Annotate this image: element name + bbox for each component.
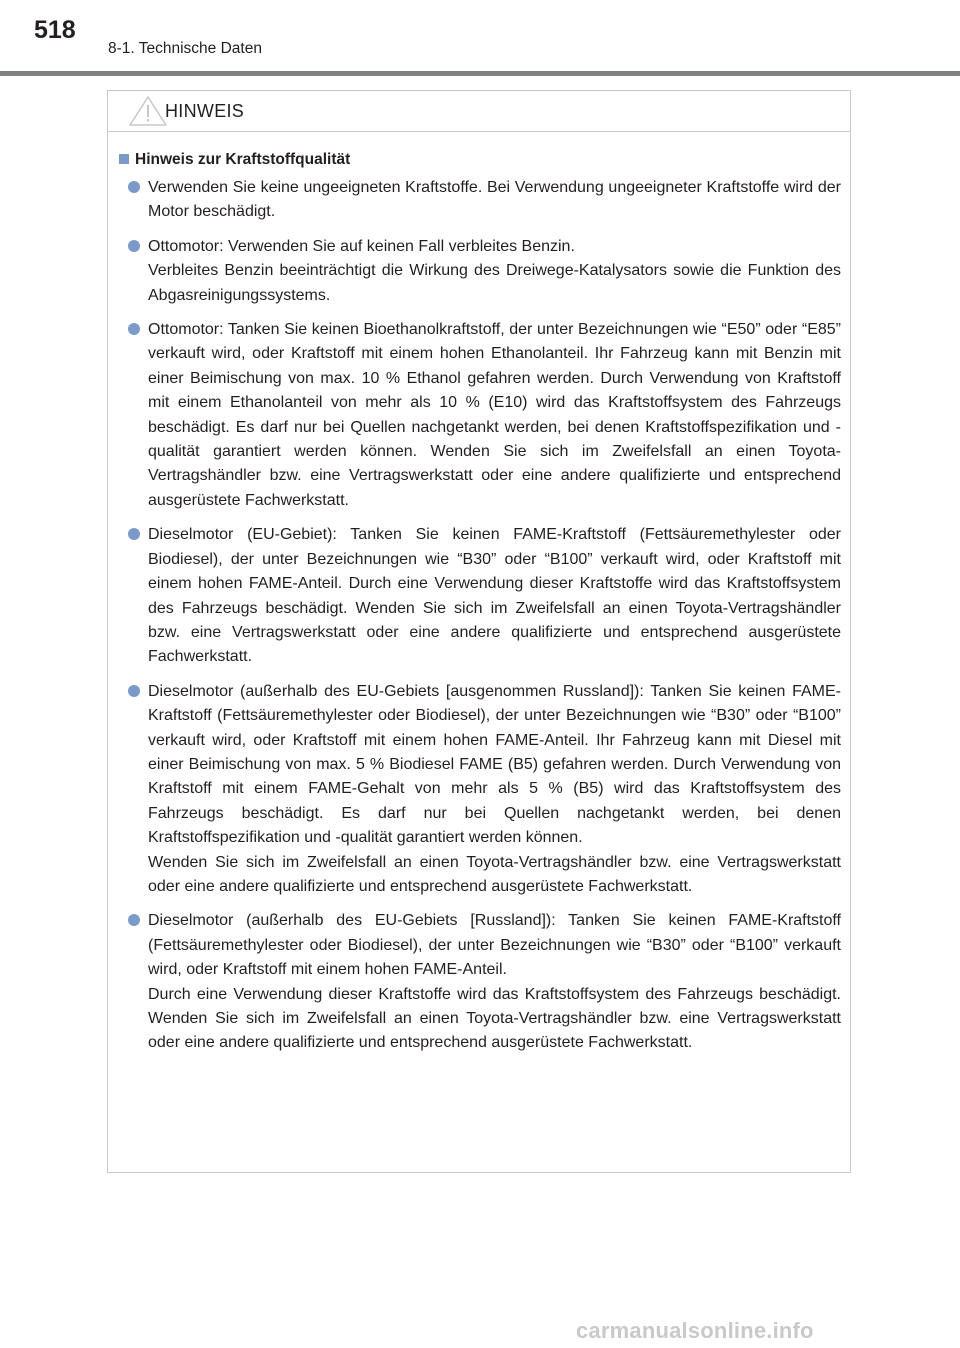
item-text: Ottomotor: Verwenden Sie auf keinen Fall verbleites Benzin.	[148, 237, 575, 255]
header-rule	[0, 71, 960, 76]
list-item	[108, 235, 850, 308]
list-item	[108, 523, 850, 669]
page-number: 518	[34, 16, 76, 44]
item-text: Durch eine Verwendung dieser Kraftstoffe wird das Kraftstoffsystem des Fahrzeugs beschädigt. Wenden Sie sich im Zweifelsfall an einen Toyota-Vertragshändler bzw. eine Vertragswerkstatt oder eine andere qualifizierte und entsprechend ausgerüstete Fachwerkstatt.	[148, 985, 841, 1052]
bullet-dot-icon	[128, 685, 140, 697]
notice-title: HINWEIS	[165, 101, 245, 121]
item-text: Dieselmotor (EU-Gebiet): Tanken Sie keinen FAME-Kraftstoff (Fettsäuremethylester oder Biodiesel), der unter Bezeichnungen wie “B30” oder “B100” verkauft wird, oder Kraftstoff mit einem hohen FAME-Anteil. Durch eine Verwendung dieser Kraftstoffe wird das Kraftstoffsystem des Fahrzeugs beschädigt. Wenden Sie sich im Zweifelsfall an einen Toyota-Vertragshändler bzw. eine Vertragswerkstatt oder eine andere qualifizierte und entsprechend ausgerüstete Fachwerkstatt.	[148, 526, 841, 666]
bullet-dot-icon	[128, 240, 140, 252]
item-text: Ottomotor: Tanken Sie keinen Bioethanolkraftstoff, der unter Bezeichnungen wie “E50” oder “E85” verkauft wird, oder Kraftstoff mit einem hohen Ethanolanteil. Ihr Fahrzeug kann mit Benzin mit einer Beimischung von max. 10 % Ethanol gefahren werden. Durch Verwendung von Kraftstoff mit einem Ethanolanteil von mehr als 10 % (E10) wird das Kraftstoffsystem des Fahrzeugs beschädigt. Es darf nur bei Quellen nachgetankt werden, bei denen Kraftstoffspezifikation und -qualität garantiert werden können. Wenden Sie sich im Zweifelsfall an einen Toyota-Vertragshändler bzw. eine Vertragswerkstatt oder eine andere qualifizierte und entsprechend ausgerüstete Fachwerkstatt.	[148, 321, 841, 509]
item-text: Wenden Sie sich im Zweifelsfall an einen Toyota-Vertragshändler bzw. eine Vertragswerkstatt oder eine andere qualifizierte und entsprechend ausgerüstete Fachwerkstatt.	[148, 853, 841, 895]
notice-header	[108, 91, 850, 132]
list-item	[108, 318, 850, 513]
bullet-dot-icon	[128, 528, 140, 540]
item-text: Dieselmotor (außerhalb des EU-Gebiets [Russland]): Tanken Sie keinen FAME-Kraftstoff (Fettsäuremethylester oder Biodiesel), der unter Bezeichnungen wie “B30” oder “B100” verkauft wird, oder Kraftstoff mit einem hohen FAME-Anteil.	[148, 912, 841, 979]
notice-box	[107, 90, 851, 1173]
bullet-dot-icon	[128, 181, 140, 193]
square-bullet-icon	[119, 154, 129, 164]
item-text: Verwenden Sie keine ungeeigneten Kraftstoffe. Bei Verwendung ungeeigneter Kraftstoffe wird der Motor beschädigt.	[148, 179, 841, 221]
item-text: Verbleites Benzin beeinträchtigt die Wirkung des Dreiwege-Katalysators sowie die Funktion des Abgasreinigungssystems.	[148, 262, 841, 304]
notice-subheading-text: Hinweis zur Kraftstoffqualität	[135, 151, 351, 168]
warning-triangle-icon	[128, 95, 168, 127]
notice-items	[108, 176, 850, 1052]
list-item	[108, 680, 850, 900]
list-item	[108, 176, 850, 225]
footer-watermark: carmanualsonline.info	[576, 1318, 814, 1343]
bullet-dot-icon	[128, 323, 140, 335]
bullet-dot-icon	[128, 914, 140, 926]
item-text: Dieselmotor (außerhalb des EU-Gebiets [ausgenommen Russland]): Tanken Sie keinen FAME-Kraftstoff (Fettsäuremethylester oder Biodiesel), der unter Bezeichnungen wie “B30” oder “B100” verkauft wird, oder Kraftstoff mit einem hohen FAME-Anteil. Ihr Fahrzeug kann mit Diesel mit einer Beimischung von max. 5 % Biodiesel FAME (B5) gefahren werden. Durch Verwendung von Kraftstoff mit einem FAME-Gehalt von mehr als 5 % (B5) wird das Kraftstoffsystem des Fahrzeugs beschädigt. Es darf nur bei Quellen nachgetankt werden, bei denen Kraftstoffspezifikation und -qualität garantiert werden können.	[148, 682, 841, 847]
list-item	[108, 909, 850, 1055]
notice-subheading	[119, 151, 350, 169]
section-title: 8-1. Technische Daten	[108, 40, 262, 57]
